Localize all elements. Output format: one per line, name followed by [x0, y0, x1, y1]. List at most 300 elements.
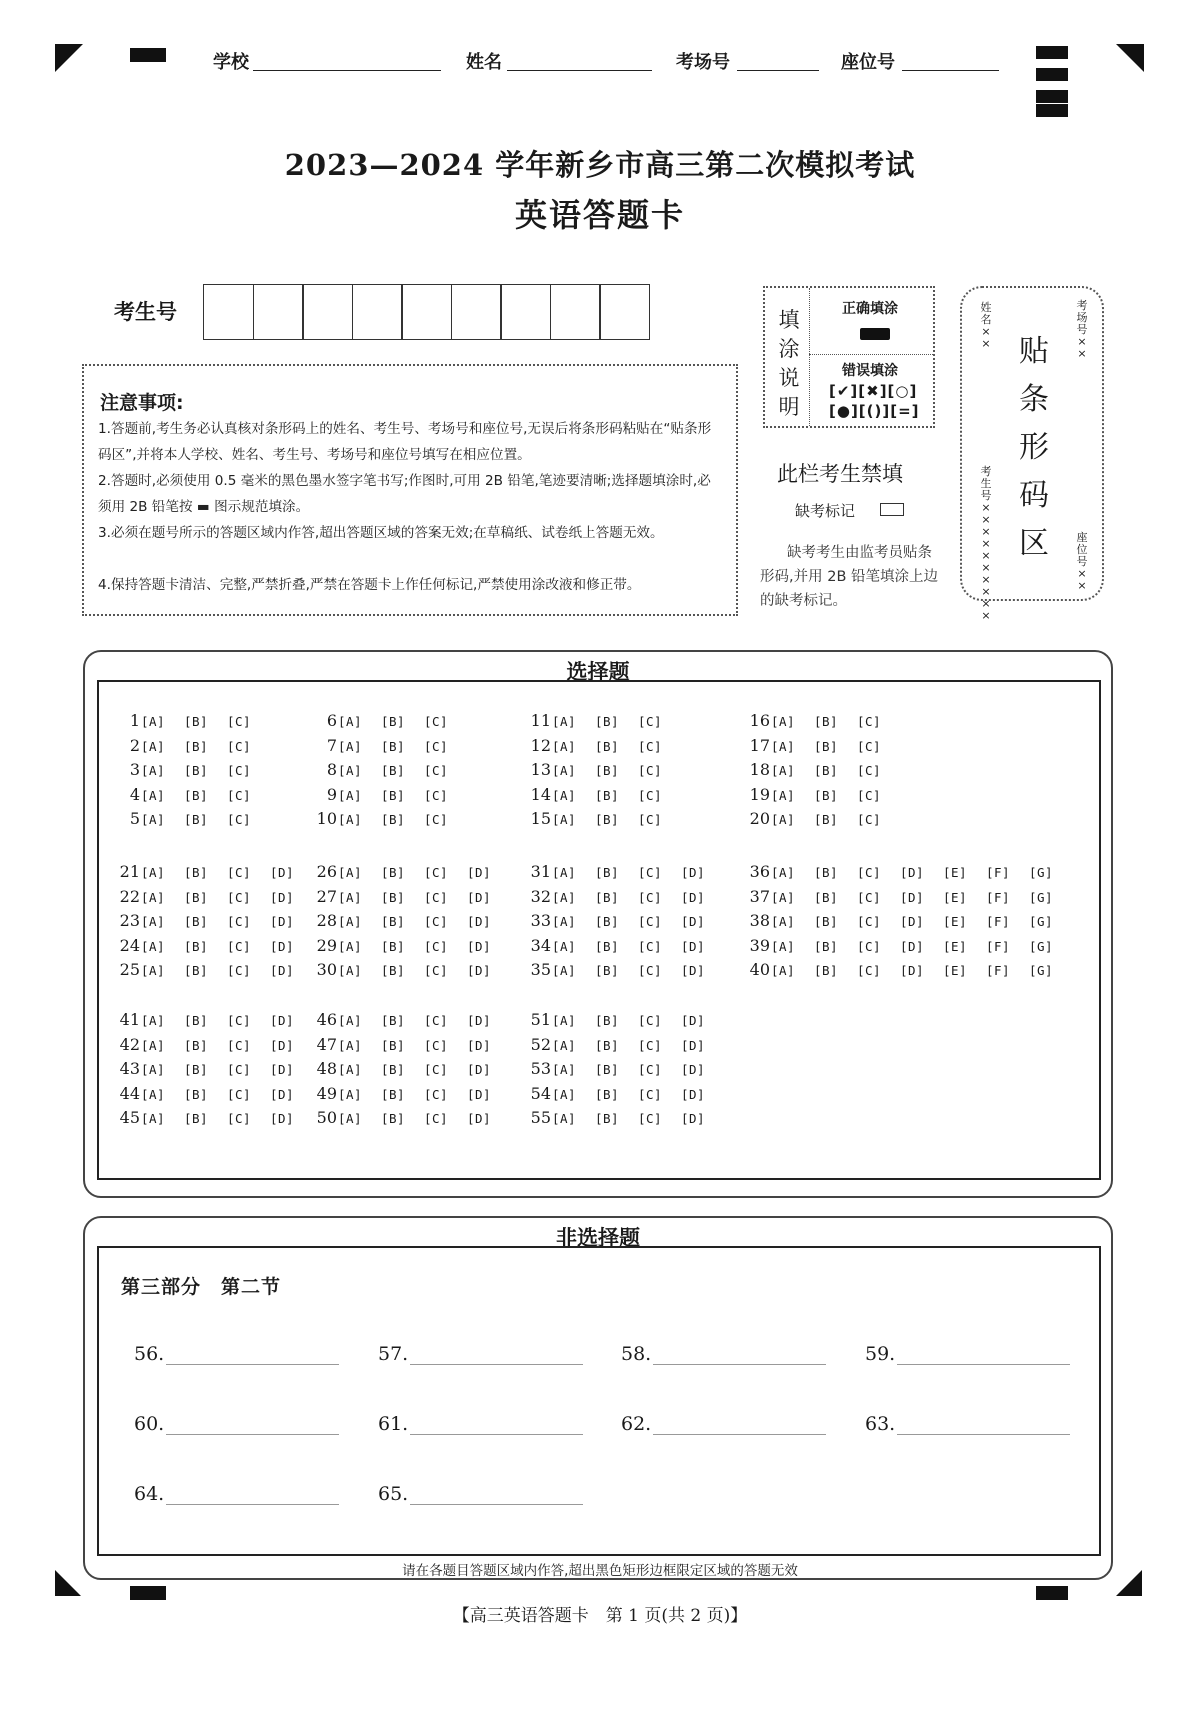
answer-option-bubble[interactable]: [B] — [595, 914, 620, 929]
exam-number-digit-box[interactable] — [253, 284, 304, 340]
answer-option-bubble[interactable]: [D] — [681, 889, 706, 905]
answer-option-bubble[interactable]: [A] — [338, 938, 363, 954]
answer-option-bubble[interactable]: [B] — [381, 1086, 406, 1102]
answer-option-bubble[interactable]: [B] — [595, 1037, 620, 1053]
answer-option-bubble[interactable]: [D] — [900, 963, 925, 978]
answer-option-bubble[interactable]: [A] — [338, 787, 363, 803]
blank-line[interactable] — [653, 1347, 826, 1365]
answer-option-bubble[interactable]: [B] — [595, 865, 620, 880]
answer-option-bubble[interactable]: [A] — [338, 763, 363, 778]
answer-option-bubble[interactable]: [C] — [424, 1013, 449, 1028]
answer-option-bubble[interactable]: [C] — [227, 812, 252, 827]
answer-option-bubble[interactable]: [D] — [681, 1013, 706, 1028]
answer-option-bubble[interactable]: [G] — [1029, 938, 1054, 954]
answer-option-bubble[interactable]: [A] — [552, 1086, 577, 1102]
answer-option-bubble[interactable]: [A] — [141, 1086, 166, 1102]
answer-option-bubble[interactable]: [C] — [857, 938, 882, 954]
answer-option-bubble[interactable]: [B] — [381, 812, 406, 827]
answer-option-bubble[interactable]: [C] — [638, 914, 663, 929]
answer-option-bubble[interactable]: [A] — [141, 1013, 166, 1028]
answer-option-bubble[interactable]: [D] — [270, 889, 295, 905]
answer-option-bubble[interactable]: [A] — [552, 1062, 577, 1077]
answer-option-bubble[interactable]: [C] — [638, 1086, 663, 1102]
answer-option-bubble[interactable]: [B] — [595, 963, 620, 978]
answer-option-bubble[interactable]: [C] — [638, 787, 663, 803]
answer-option-bubble[interactable]: [B] — [381, 1111, 406, 1126]
answer-option-bubble[interactable]: [D] — [467, 938, 492, 954]
answer-option-bubble[interactable]: [C] — [638, 714, 663, 729]
answer-option-bubble[interactable]: [C] — [638, 738, 663, 754]
answer-option-bubble[interactable]: [D] — [681, 938, 706, 954]
answer-option-bubble[interactable]: [C] — [424, 963, 449, 978]
question-number: 38 — [749, 911, 770, 930]
question-row — [744, 936, 1072, 960]
answer-option-bubble[interactable]: [A] — [338, 963, 363, 978]
answer-option-bubble[interactable]: [A] — [552, 1111, 577, 1126]
exam-number-digit-box[interactable] — [451, 284, 502, 340]
answer-option-bubble[interactable]: [C] — [638, 938, 663, 954]
answer-option-bubble[interactable]: [B] — [184, 787, 209, 803]
absent-mark-box[interactable] — [880, 503, 904, 516]
answer-option-bubble[interactable]: [B] — [381, 914, 406, 929]
question-number: 20 — [749, 809, 770, 828]
room-field[interactable] — [737, 70, 819, 71]
answer-option-bubble[interactable]: [C] — [227, 787, 252, 803]
answer-blank-60[interactable] — [134, 1413, 339, 1435]
answer-option-bubble[interactable]: [A] — [338, 714, 363, 729]
blank-line[interactable] — [166, 1347, 339, 1365]
question-number: 49 — [316, 1083, 337, 1103]
answer-option-bubble[interactable]: [C] — [227, 865, 252, 880]
question-row — [525, 785, 681, 809]
answer-option-bubble[interactable]: [B] — [814, 812, 839, 827]
answer-option-bubble[interactable]: [D] — [270, 1111, 295, 1126]
question-number: 46 — [316, 1010, 337, 1029]
answer-option-bubble[interactable]: [C] — [857, 963, 882, 978]
question-row — [525, 1059, 724, 1083]
answer-option-bubble[interactable]: [D] — [467, 889, 492, 905]
answer-option-bubble[interactable]: [C] — [227, 889, 252, 905]
question-number: 51 — [530, 1010, 551, 1029]
question-row — [525, 1084, 724, 1108]
answer-option-bubble[interactable]: [B] — [814, 889, 839, 905]
answer-option-bubble[interactable]: [D] — [467, 1111, 492, 1126]
answer-option-bubble[interactable]: [A] — [141, 763, 166, 778]
answer-option-bubble[interactable]: [F] — [986, 889, 1011, 905]
question-number: 37 — [749, 886, 770, 906]
answer-option-bubble[interactable]: [C] — [638, 1062, 663, 1077]
answer-option-bubble[interactable]: [B] — [381, 889, 406, 905]
answer-option-bubble[interactable]: [B] — [381, 787, 406, 803]
question-row — [311, 1035, 510, 1059]
answer-option-bubble[interactable]: [C] — [424, 914, 449, 929]
blank-line[interactable] — [166, 1417, 339, 1435]
barcode-area-label: 贴条形码区 — [1019, 334, 1049, 561]
answer-option-bubble[interactable]: [B] — [595, 1086, 620, 1102]
answer-option-bubble[interactable]: [B] — [595, 889, 620, 905]
answer-option-bubble[interactable]: [C] — [857, 865, 882, 880]
question-number: 1 — [129, 711, 140, 730]
question-row — [311, 936, 510, 960]
answer-blank-59[interactable] — [865, 1343, 1070, 1365]
answer-option-bubble[interactable]: [A] — [141, 1062, 166, 1077]
answer-option-bubble[interactable]: [C] — [424, 812, 449, 827]
question-number: 14 — [530, 784, 551, 804]
answer-option-bubble[interactable]: [C] — [227, 963, 252, 978]
question-number: 9 — [326, 784, 337, 804]
answer-option-bubble[interactable]: [D] — [467, 1086, 492, 1102]
answer-option-bubble[interactable]: [B] — [595, 1111, 620, 1126]
answer-option-bubble[interactable]: [A] — [141, 714, 166, 729]
answer-option-bubble[interactable]: [C] — [424, 865, 449, 880]
answer-blank-64[interactable] — [134, 1483, 339, 1505]
answer-option-bubble[interactable]: [B] — [814, 787, 839, 803]
name-label: 姓名 — [466, 52, 502, 73]
name-field[interactable] — [507, 70, 652, 71]
answer-option-bubble[interactable]: [A] — [141, 938, 166, 954]
answer-option-bubble[interactable]: [B] — [184, 938, 209, 954]
answer-option-bubble[interactable]: [A] — [338, 738, 363, 754]
answer-option-bubble[interactable]: [C] — [424, 889, 449, 905]
answer-option-bubble[interactable]: [A] — [141, 963, 166, 978]
answer-option-bubble[interactable]: [A] — [552, 865, 577, 880]
school-field[interactable] — [253, 70, 441, 71]
answer-option-bubble[interactable]: [C] — [227, 914, 252, 929]
question-number: 43 — [119, 1059, 140, 1078]
answer-option-bubble[interactable]: [D] — [681, 1037, 706, 1053]
answer-option-bubble[interactable]: [B] — [595, 1062, 620, 1077]
answer-option-bubble[interactable]: [D] — [270, 1013, 295, 1028]
question-row — [744, 887, 1072, 911]
answer-option-bubble[interactable]: [D] — [270, 1062, 295, 1077]
answer-option-bubble[interactable]: [E] — [943, 914, 968, 929]
answer-option-bubble[interactable]: [D] — [900, 938, 925, 954]
answer-option-bubble[interactable]: [C] — [638, 763, 663, 778]
answer-option-bubble[interactable]: [D] — [270, 1037, 295, 1053]
answer-option-bubble[interactable]: [B] — [814, 714, 839, 729]
answer-option-bubble[interactable]: [A] — [141, 889, 166, 905]
answer-option-bubble[interactable]: [B] — [814, 963, 839, 978]
answer-option-bubble[interactable]: [A] — [141, 787, 166, 803]
answer-option-bubble[interactable]: [B] — [595, 714, 620, 729]
answer-option-bubble[interactable]: [A] — [771, 738, 796, 754]
question-number: 35 — [530, 960, 551, 979]
answer-option-bubble[interactable]: [C] — [227, 1111, 252, 1126]
answer-option-bubble[interactable]: [D] — [270, 1086, 295, 1102]
question-row — [525, 936, 724, 960]
answer-option-bubble[interactable]: [D] — [467, 1013, 492, 1028]
answer-option-bubble[interactable]: [B] — [184, 865, 209, 880]
school-label: 学校 — [213, 52, 249, 73]
answer-option-bubble[interactable]: [B] — [184, 914, 209, 929]
answer-option-bubble[interactable]: [C] — [857, 763, 882, 778]
blank-number: 61. — [378, 1413, 409, 1435]
question-row — [114, 711, 270, 735]
answer-option-bubble[interactable]: [D] — [681, 1062, 706, 1077]
answer-option-bubble[interactable]: [A] — [552, 763, 577, 778]
answer-blank-57[interactable] — [378, 1343, 583, 1365]
answer-option-bubble[interactable]: [C] — [638, 865, 663, 880]
answer-option-bubble[interactable]: [A] — [338, 1037, 363, 1053]
answer-option-bubble[interactable]: [D] — [270, 963, 295, 978]
answer-option-bubble[interactable]: [A] — [552, 787, 577, 803]
answer-option-bubble[interactable]: [C] — [638, 1037, 663, 1053]
answer-blank-58[interactable] — [621, 1343, 826, 1365]
answer-option-bubble[interactable]: [C] — [424, 1111, 449, 1126]
answer-option-bubble[interactable]: [A] — [552, 938, 577, 954]
answer-option-bubble[interactable]: [A] — [552, 914, 577, 929]
blank-line[interactable] — [410, 1347, 583, 1365]
question-row — [311, 1108, 510, 1132]
answer-option-bubble[interactable]: [B] — [814, 865, 839, 880]
answer-option-bubble[interactable]: [C] — [227, 714, 252, 729]
answer-option-bubble[interactable]: [D] — [900, 889, 925, 905]
answer-option-bubble[interactable]: [D] — [467, 1037, 492, 1053]
question-row — [114, 736, 270, 760]
answer-option-bubble[interactable]: [D] — [900, 914, 925, 929]
answer-option-bubble[interactable]: [C] — [857, 738, 882, 754]
answer-option-bubble[interactable]: [A] — [338, 1111, 363, 1126]
answer-option-bubble[interactable]: [B] — [184, 812, 209, 827]
answer-option-bubble[interactable]: [B] — [381, 1037, 406, 1053]
answer-option-bubble[interactable]: [E] — [943, 889, 968, 905]
question-number: 30 — [316, 960, 337, 979]
answer-option-bubble[interactable]: [C] — [227, 938, 252, 954]
answer-option-bubble[interactable]: [A] — [141, 1037, 166, 1053]
answer-option-bubble[interactable]: [E] — [943, 963, 968, 978]
answer-option-bubble[interactable]: [A] — [771, 812, 796, 827]
answer-option-bubble[interactable]: [B] — [184, 738, 209, 754]
blank-line[interactable] — [410, 1417, 583, 1435]
answer-option-bubble[interactable]: [A] — [771, 763, 796, 778]
answer-option-bubble[interactable]: [A] — [771, 889, 796, 905]
answer-option-bubble[interactable]: [B] — [184, 1037, 209, 1053]
answer-option-bubble[interactable]: [C] — [638, 889, 663, 905]
answer-option-bubble[interactable]: [A] — [338, 889, 363, 905]
blank-line[interactable] — [897, 1417, 1070, 1435]
question-row — [114, 1108, 313, 1132]
answer-option-bubble[interactable]: [C] — [857, 914, 882, 929]
answer-option-bubble[interactable]: [A] — [141, 914, 166, 929]
answer-option-bubble[interactable]: [A] — [552, 889, 577, 905]
answer-option-bubble[interactable]: [B] — [184, 714, 209, 729]
answer-option-bubble[interactable]: [C] — [227, 1062, 252, 1077]
answer-option-bubble[interactable]: [A] — [338, 812, 363, 827]
answer-option-bubble[interactable]: [B] — [595, 738, 620, 754]
answer-option-bubble[interactable]: [C] — [424, 1037, 449, 1053]
question-row — [525, 736, 681, 760]
answer-option-bubble[interactable]: [D] — [681, 1086, 706, 1102]
answer-option-bubble[interactable]: [B] — [381, 1062, 406, 1077]
answer-option-bubble[interactable]: [B] — [595, 763, 620, 778]
answer-option-bubble[interactable]: [B] — [814, 738, 839, 754]
correct-fill-mark — [860, 328, 890, 340]
answer-option-bubble[interactable]: [B] — [184, 1111, 209, 1126]
answer-blank-65[interactable] — [378, 1483, 583, 1505]
answer-option-bubble[interactable]: [A] — [771, 787, 796, 803]
answer-option-bubble[interactable]: [G] — [1029, 963, 1054, 978]
answer-option-bubble[interactable]: [A] — [338, 1062, 363, 1077]
answer-option-bubble[interactable]: [B] — [381, 738, 406, 754]
question-number: 53 — [530, 1059, 551, 1078]
answer-option-bubble[interactable]: [D] — [270, 865, 295, 880]
answer-option-bubble[interactable]: [C] — [227, 738, 252, 754]
page-footer: 【高三英语答题卡 第 1 页(共 2 页)】 — [452, 1606, 748, 1626]
answer-option-bubble[interactable]: [B] — [381, 938, 406, 954]
question-number: 40 — [749, 960, 770, 979]
answer-option-bubble[interactable]: [A] — [552, 963, 577, 978]
seat-field[interactable] — [902, 70, 999, 71]
question-row — [525, 1010, 724, 1034]
answer-option-bubble[interactable]: [B] — [595, 1013, 620, 1028]
blank-line[interactable] — [897, 1347, 1070, 1365]
answer-option-bubble[interactable]: [C] — [424, 738, 449, 754]
question-number: 22 — [119, 886, 140, 906]
answer-option-bubble[interactable]: [A] — [771, 865, 796, 880]
answer-option-bubble[interactable]: [G] — [1029, 889, 1054, 905]
answer-option-bubble[interactable]: [C] — [424, 763, 449, 778]
answer-option-bubble[interactable]: [A] — [141, 812, 166, 827]
answer-option-bubble[interactable]: [A] — [771, 714, 796, 729]
answer-option-bubble[interactable]: [C] — [638, 1111, 663, 1126]
answer-option-bubble[interactable]: [B] — [184, 1062, 209, 1077]
answer-option-bubble[interactable]: [C] — [424, 1086, 449, 1102]
answer-blank-61[interactable] — [378, 1413, 583, 1435]
exam-number-digit-box[interactable] — [401, 284, 452, 340]
answer-option-bubble[interactable]: [C] — [227, 1037, 252, 1053]
question-row — [114, 785, 270, 809]
answer-option-bubble[interactable]: [A] — [771, 963, 796, 978]
answer-option-bubble[interactable]: [F] — [986, 938, 1011, 954]
answer-option-bubble[interactable]: [D] — [900, 865, 925, 880]
answer-option-bubble[interactable]: [B] — [184, 1013, 209, 1028]
answer-option-bubble[interactable]: [A] — [338, 1086, 363, 1102]
exam-number-digit-box[interactable] — [500, 284, 551, 340]
answer-option-bubble[interactable]: [D] — [270, 938, 295, 954]
answer-option-bubble[interactable]: [A] — [338, 865, 363, 880]
answer-option-bubble[interactable]: [D] — [270, 914, 295, 929]
answer-option-bubble[interactable]: [C] — [638, 812, 663, 827]
answer-option-bubble[interactable]: [C] — [857, 889, 882, 905]
exam-number-digit-box[interactable] — [203, 284, 254, 340]
answer-option-bubble[interactable]: [C] — [424, 714, 449, 729]
answer-option-bubble[interactable]: [D] — [467, 914, 492, 929]
answer-option-bubble[interactable]: [D] — [467, 1062, 492, 1077]
exam-number-boxes[interactable] — [203, 284, 649, 340]
timing-mark — [1036, 1586, 1068, 1600]
answer-option-bubble[interactable]: [A] — [552, 714, 577, 729]
answer-option-bubble[interactable]: [G] — [1029, 914, 1054, 929]
answer-option-bubble[interactable]: [C] — [424, 938, 449, 954]
answer-option-bubble[interactable]: [B] — [184, 1086, 209, 1102]
answer-option-bubble[interactable]: [B] — [381, 1013, 406, 1028]
answer-option-bubble[interactable]: [C] — [227, 1013, 252, 1028]
answer-option-bubble[interactable]: [D] — [681, 865, 706, 880]
answer-option-bubble[interactable]: [D] — [681, 963, 706, 978]
answer-option-bubble[interactable]: [A] — [771, 914, 796, 929]
answer-option-bubble[interactable]: [B] — [184, 963, 209, 978]
question-number: 47 — [316, 1034, 337, 1054]
answer-option-bubble[interactable]: [B] — [595, 787, 620, 803]
answer-option-bubble[interactable]: [B] — [381, 714, 406, 729]
answer-option-bubble[interactable]: [B] — [595, 938, 620, 954]
exam-number-digit-box[interactable] — [302, 284, 353, 340]
answer-option-bubble[interactable]: [C] — [857, 812, 882, 827]
answer-option-bubble[interactable]: [A] — [338, 1013, 363, 1028]
blank-line[interactable] — [166, 1487, 339, 1505]
answer-option-bubble[interactable]: [C] — [227, 763, 252, 778]
question-number: 19 — [749, 784, 770, 804]
notice-item: 1.答题前,考生务必认真核对条形码上的姓名、考生号、考场号和座位号,无误后将条形码粘贴在“贴条形码区”,并将本人学校、姓名、考生号、考场号和座位号填写在相应位置。 — [98, 421, 712, 463]
answer-option-bubble[interactable]: [A] — [141, 738, 166, 754]
blank-line[interactable] — [410, 1487, 583, 1505]
answer-option-bubble[interactable]: [A] — [338, 914, 363, 929]
answer-option-bubble[interactable]: [A] — [771, 938, 796, 954]
exam-number-digit-box[interactable] — [599, 284, 650, 340]
answer-option-bubble[interactable]: [E] — [943, 865, 968, 880]
answer-blank-63[interactable] — [865, 1413, 1070, 1435]
answer-option-bubble[interactable]: [A] — [552, 1037, 577, 1053]
blank-line[interactable] — [653, 1417, 826, 1435]
question-row — [114, 809, 270, 833]
answer-option-bubble[interactable]: [C] — [227, 1086, 252, 1102]
absent-mark-label: 缺考标记 — [795, 502, 856, 520]
answer-option-bubble[interactable]: [A] — [141, 865, 166, 880]
answer-option-bubble[interactable]: [B] — [381, 963, 406, 978]
answer-option-bubble[interactable]: [F] — [986, 914, 1011, 929]
answer-option-bubble[interactable]: [B] — [595, 812, 620, 827]
question-number: 7 — [326, 735, 337, 755]
answer-option-bubble[interactable]: [B] — [814, 763, 839, 778]
answer-blank-62[interactable] — [621, 1413, 826, 1435]
answer-option-bubble[interactable]: [A] — [141, 1111, 166, 1126]
answer-option-bubble[interactable]: [C] — [857, 714, 882, 729]
answer-option-bubble[interactable]: [D] — [681, 914, 706, 929]
question-number: 32 — [530, 886, 551, 906]
answer-option-bubble[interactable]: [B] — [381, 763, 406, 778]
answer-option-bubble[interactable]: [D] — [467, 865, 492, 880]
exam-number-digit-box[interactable] — [550, 284, 601, 340]
answer-option-bubble[interactable]: [F] — [986, 865, 1011, 880]
answer-option-bubble[interactable]: [G] — [1029, 865, 1054, 880]
answer-option-bubble[interactable]: [C] — [424, 1062, 449, 1077]
answer-blank-56[interactable] — [134, 1343, 339, 1365]
answer-option-bubble[interactable]: [C] — [638, 1013, 663, 1028]
question-row — [744, 911, 1072, 935]
question-row — [744, 862, 1072, 886]
notice-item: 2.答题时,必须使用 0.5 毫米的黑色墨水签字笔书写;作图时,可用 2B 铅笔,笔迹要清晰;选择题填涂时,必须用 2B 铅笔按 ▬ 图示规范填涂。 — [98, 473, 711, 515]
answer-option-bubble[interactable]: [C] — [424, 787, 449, 803]
answer-option-bubble[interactable]: [B] — [184, 889, 209, 905]
answer-option-bubble[interactable]: [E] — [943, 938, 968, 954]
answer-option-bubble[interactable]: [A] — [552, 738, 577, 754]
answer-option-bubble[interactable]: [B] — [814, 938, 839, 954]
exam-number-digit-box[interactable] — [352, 284, 403, 340]
answer-option-bubble[interactable]: [D] — [681, 1111, 706, 1126]
answer-option-bubble[interactable]: [A] — [552, 1013, 577, 1028]
answer-option-bubble[interactable]: [D] — [467, 963, 492, 978]
answer-option-bubble[interactable]: [B] — [184, 763, 209, 778]
question-row — [744, 785, 900, 809]
answer-option-bubble[interactable]: [B] — [814, 914, 839, 929]
answer-option-bubble[interactable]: [F] — [986, 963, 1011, 978]
question-number: 50 — [316, 1108, 337, 1127]
fill-instructions-label: 填涂说明 — [778, 308, 800, 419]
answer-option-bubble[interactable]: [B] — [381, 865, 406, 880]
answer-option-bubble[interactable]: [A] — [552, 812, 577, 827]
answer-option-bubble[interactable]: [C] — [857, 787, 882, 803]
answer-option-bubble[interactable]: [C] — [638, 963, 663, 978]
